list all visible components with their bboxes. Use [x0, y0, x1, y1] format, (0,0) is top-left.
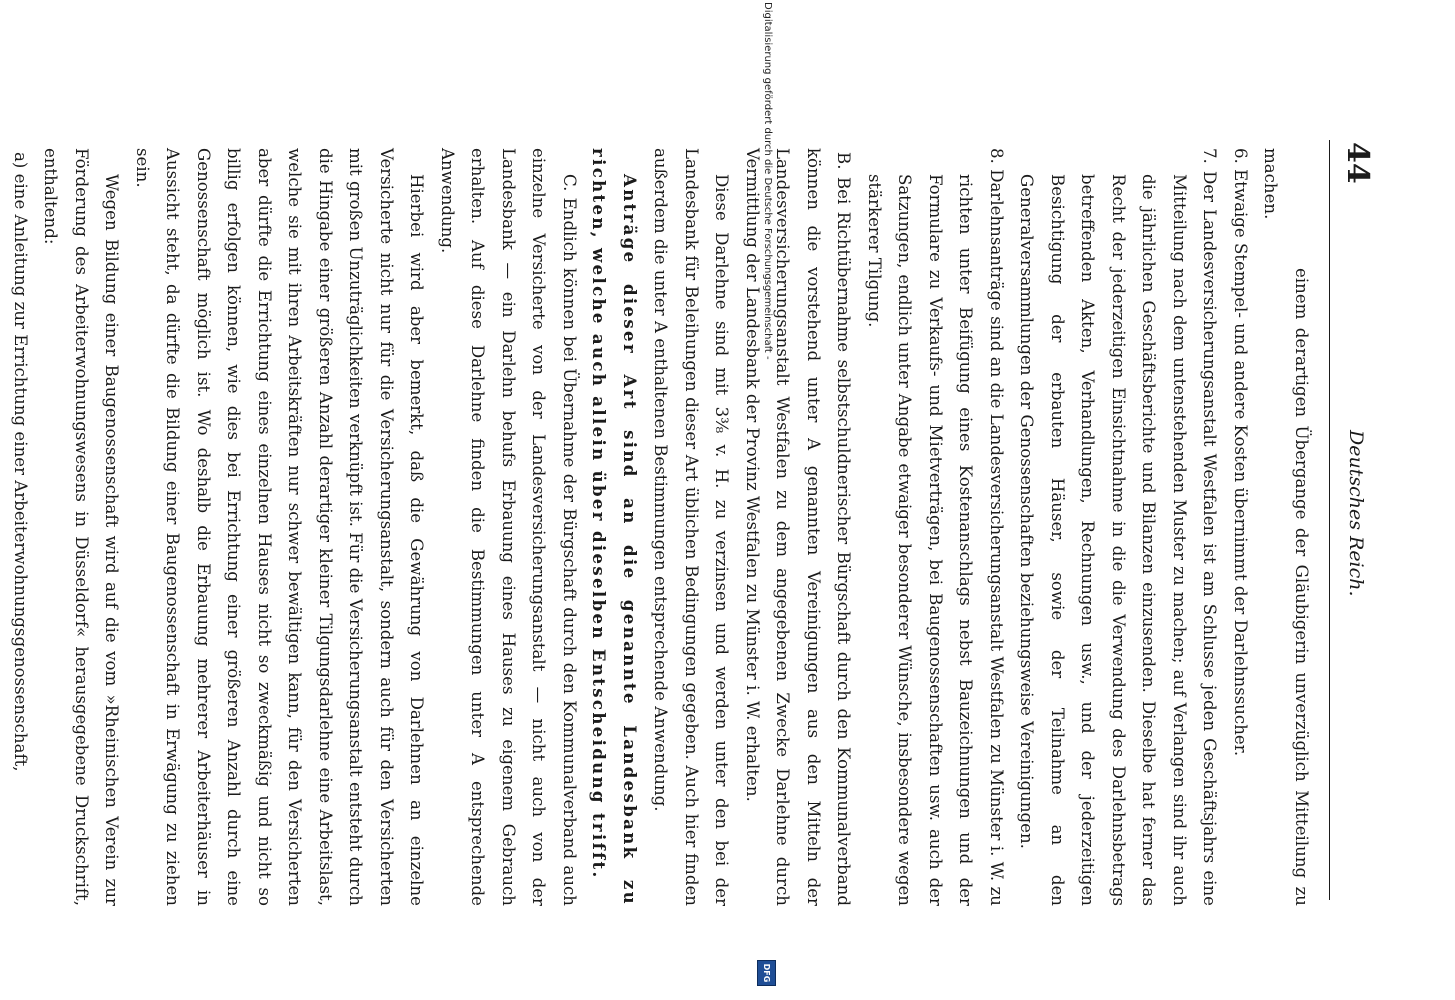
digitization-footer — [754, 0, 776, 1000]
paragraph-remark: Hierbei wird aber bemerkt, daß die Gewährung von Darlehnen an einzelne Versicherte nicht nur für die Versicherungsanstalt, sondern auch für den Versicherten mit großen Unzuträglichkeiten verknüpft ist. Für die Versicherungsanstalt entsteht durch die Hingabe einer größeren Anzahl derartiger kleiner Tilgungsdarlehne eine Arbeitslast, welche sie mit ihren Arbeitskräften nur schwer bewältigen kann, für den Versicherten aber dürfte die Errichtung eines einzelnen Hauses nicht so zweckmäßig und nicht so billig erfolgen können, wie dies bei Errichtung einer größeren Anzahl durch eine Genossenschaft möglich ist. Wo deshalb die Erbauung mehrerer Arbeiterhäuser in Aussicht steht, da dürfte die Bildung einer Baugenossenschaft in Erwägung zu ziehen sein. — [133, 148, 427, 906]
section-b-applications: Anträge dieser Art sind an die genannte Landesbank zu richten, welche auch allein über dieselben Entscheidung trifft. — [589, 148, 640, 906]
section-c: C. Endlich können bei Übernahme der Bürgschaft durch den Kommunalverband auch einzelne Versicherte von der Landesversicherungsanstalt — nicht auch von der Landesbank — ein Darlehn behufs Erbauung eines Hauses zu eigenem Gebrauch erhalten. Auf diese Darlehne finden die Bestimmungen unter A entsprechende Anwendung. — [438, 148, 579, 906]
scanned-page — [11, 0, 1382, 1000]
paragraph-continuation: einem derartigen Übergange der Gläubigerin unverzüglich Mitteilung zu machen. — [1261, 148, 1311, 906]
page-number: 44 — [1340, 142, 1375, 184]
section-b-interest: Diese Darlehne sind mit 3⅜ v. H. zu verzinsen und werden unter den bei der Landesbank für Beleihungen dieser Art üblichen Bedingungen gegeben. Auch hier finden außerdem die unter A enthaltenen Bestimmungen entsprechende Anwendung. — [651, 148, 732, 906]
paragraph-cooperative: Wegen Bildung einer Baugenossenschaft wird auf die vom »Rheinischen Verein zur Förderung des Arbeiterwohnungswesens in Düsseldorf« herausgegebene Druckschrift, enthaltend: — [41, 148, 122, 906]
digitization-credit: Digitalisierung gefördert durch die Deutsche Forschungsgemeinschaft - — [762, 2, 773, 360]
list-item-6: 6. Etwaige Stempel- und andere Kosten übernimmt der Darlehnssucher. — [1231, 148, 1250, 757]
page-header — [1328, 0, 1375, 1000]
section-b: B. Bei Richtübernahme selbstschuldnerischer Bürgschaft durch den Kommunalverband können die vorstehend unter A genannten Vereinigungen aus den Mitteln der Landesversicherungsanstalt Westfalen zu dem angegebenen Zwecke Darlehne durch Vermittlung der Landesbank der Provinz Westfalen zu Münster i. W. erhalten. — [743, 148, 854, 906]
list-item-a: a) eine Anleitung zur Errichtung einer Arbeiterwohnungsgenossenschaft, — [11, 152, 30, 772]
page-body — [5, 148, 1317, 906]
running-title: Deutsches Reich. — [1345, 430, 1367, 597]
list-item-7: 7. Der Landesversicherungsanstalt Westfalen ist am Schlusse jeden Geschäftsjahrs eine Mitteilung nach dem untenstehenden Muster zu machen; auf Verlangen sind ihr auch die jährlichen Geschäftsberichte und Bilanzen einzusenden. Dieselbe hat ferner das Recht der jederzeitigen Einsichtnahme in die die Verwendung des Darlehnsbetrags betreffenden Akten, Verhandlungen, Rechnungen usw., und der jederzeitigen Besichtigung der erbauten Häuser, sowie der Teilnahme an den Generalversammlungen der Genossenschaften beziehungsweise Vereinigungen. — [1017, 148, 1220, 906]
list-item-8: 8. Darlehnsanträge sind an die Landesversicherungsanstalt Westfalen zu Münster i. W. zu richten unter Beifügung eines Kostenanschlags nebst Bauzeichnungen und der Formulare zu Verkaufs- und Mietverträgen, bei Baugenossenschaften usw. auch der Satzungen, endlich unter Angabe etwaiger besonderer Wünsche, insbesondere wegen stärkerer Tilgung. — [865, 148, 1006, 906]
header-rule — [1329, 140, 1330, 900]
dfg-logo: DFG — [757, 960, 776, 986]
